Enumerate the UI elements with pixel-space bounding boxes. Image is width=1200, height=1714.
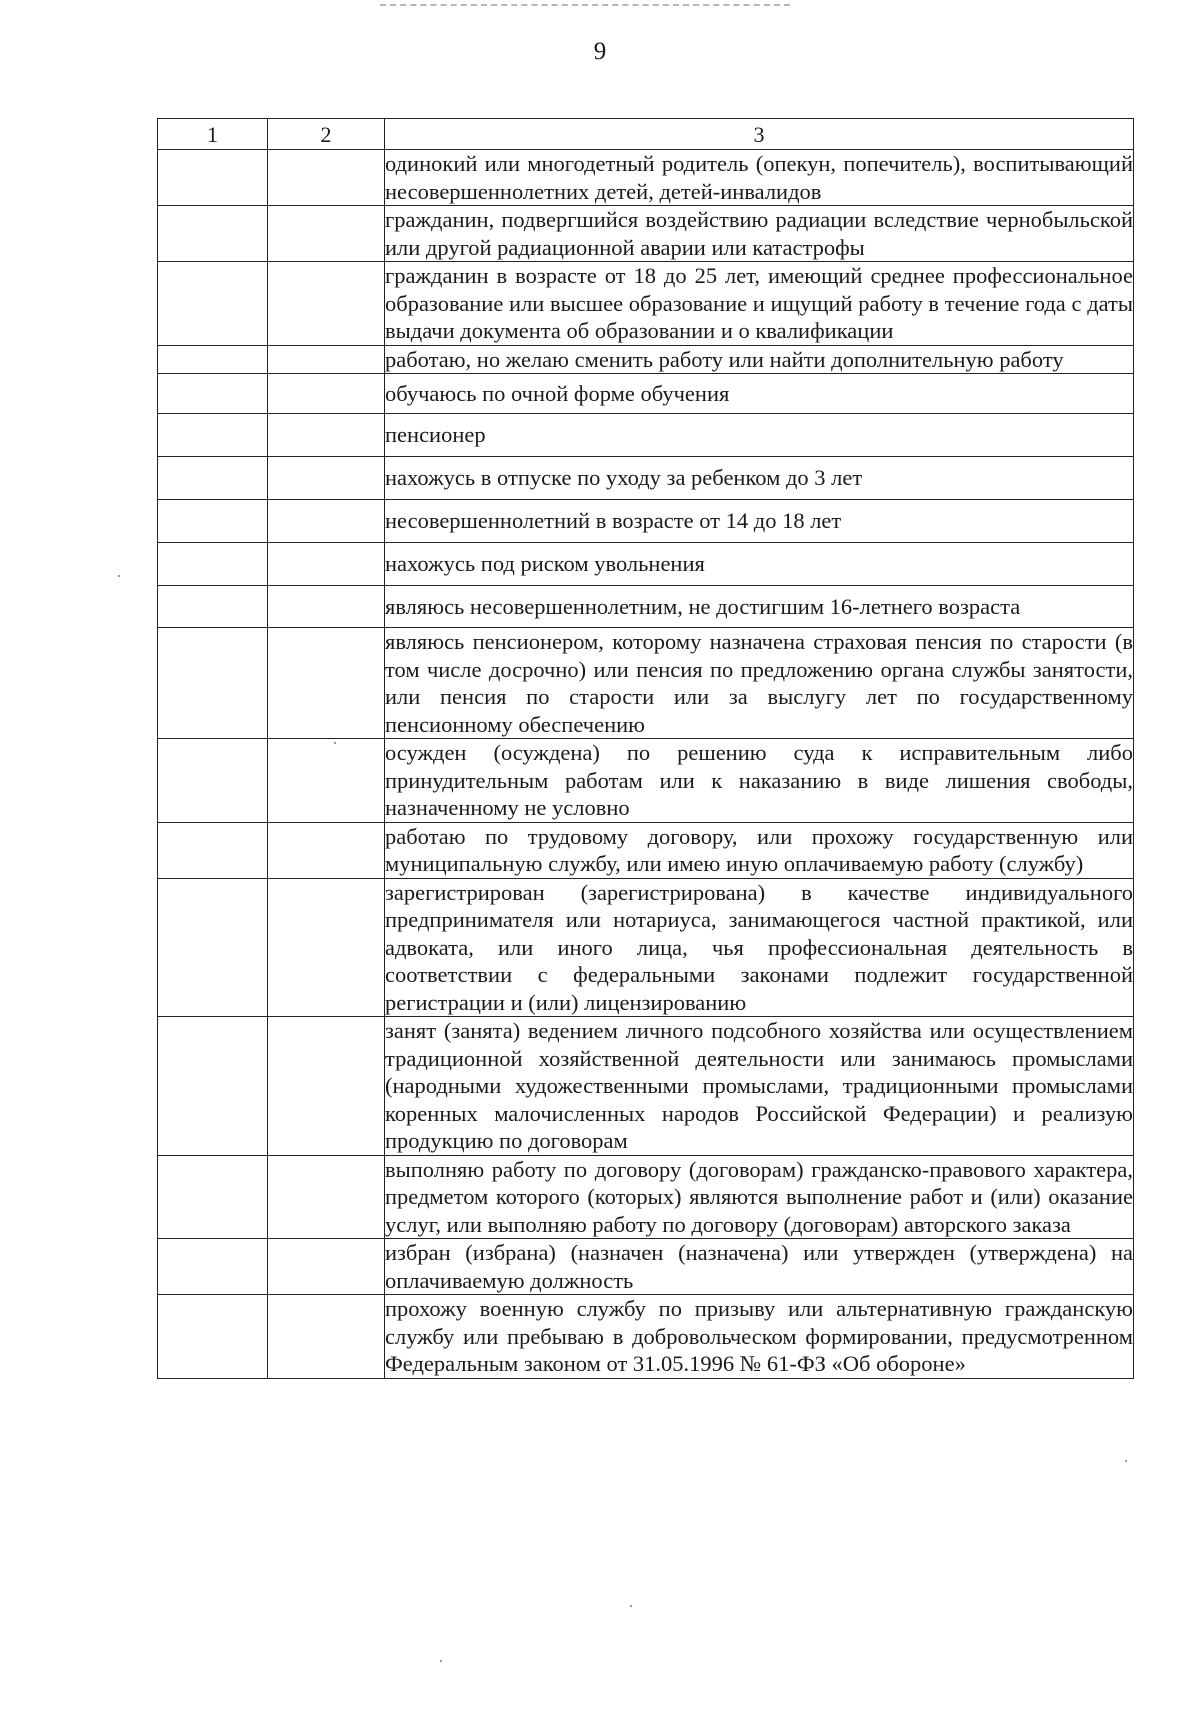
column-header-1: 1 [158,119,268,150]
row-cell-col1 [158,739,268,823]
row-cell-col2 [268,150,385,206]
row-text: прохожу военную службу по призыву или альтернативную гражданскую службу или пребываю в добровольческом формировании, предусмотренном Федеральным законом от 31.05.1996 № 61-ФЗ «Об обороне» [385,1296,1133,1376]
row-cell-col1 [158,500,268,543]
table-row [158,1239,1134,1295]
row-text: избран (избрана) (назначен (назначена) или утвержден (утверждена) на оплачиваемую должность [385,1240,1133,1293]
row-cell-col1 [158,1017,268,1156]
row-cell-col2 [268,345,385,374]
table-row [158,1017,1134,1156]
row-cell-col2 [268,1017,385,1156]
row-text: гражданин, подвергшийся воздействию радиации вследствие чернобыльской или другой радиационной аварии или катастрофы [385,207,1133,260]
column-header-2: 2 [268,119,385,150]
row-cell-col2 [268,500,385,543]
table-row [158,262,1134,346]
status-table [157,118,1134,1379]
row-text: занят (занята) ведением личного подсобного хозяйства или осуществлением традиционной хозяйственной деятельности или занимаюсь промыслами (народными художественными промыслами, традиционными промыслами коренных малочисленных народов Российской Федерации) и реализую продукцию по договорам [385,1018,1133,1153]
table-row [158,150,1134,206]
row-text: нахожусь под риском увольнения [385,543,1134,586]
row-text: работаю по трудовому договору, или прохожу государственную или муниципальную службу, или имею иную оплачиваемую работу (службу) [385,823,1133,876]
scan-artifact-top [380,4,790,9]
row-cell-col1 [158,457,268,500]
row-cell-col1 [158,543,268,586]
table-row [158,500,1134,543]
table-row [158,1155,1134,1239]
row-cell-col2 [268,739,385,823]
table-row [158,878,1134,1017]
row-cell-col1 [158,262,268,346]
row-text: одинокий или многодетный родитель (опекун, попечитель), воспитывающий несовершеннолетних детей, детей-инвалидов [385,151,1133,204]
table-row [158,206,1134,262]
page-number: 9 [593,38,607,65]
row-cell-col2 [268,374,385,414]
row-cell-col2 [268,822,385,878]
row-cell-col1 [158,628,268,739]
row-cell-col2 [268,628,385,739]
table-row [158,374,1134,414]
table-row [158,628,1134,739]
table-row [158,457,1134,500]
row-cell-col1 [158,414,268,457]
row-cell-col1 [158,374,268,414]
table-row [158,822,1134,878]
table-row [158,586,1134,628]
row-cell-col1 [158,586,268,628]
row-cell-col2 [268,206,385,262]
row-cell-col2 [268,414,385,457]
row-text: гражданин в возрасте от 18 до 25 лет, имеющий среднее профессиональное образование или высшее образование и ищущий работу в течение года с даты выдачи документа об образовании и о квалификации [385,263,1133,343]
row-cell-col1 [158,1295,268,1379]
row-cell-col1 [158,345,268,374]
column-header-3: 3 [385,119,1134,150]
row-cell-col2 [268,1155,385,1239]
scan-speck [1125,1460,1127,1462]
row-cell-col2 [268,543,385,586]
row-cell-col2 [268,1239,385,1295]
table-row [158,543,1134,586]
row-text: являюсь пенсионером, которому назначена страховая пенсия по старости (в том числе досрочно) или пенсия по предложению органа службы занятости, или пенсия по старости или за выслугу лет по государственному пенсионному обеспечению [385,629,1133,737]
row-cell-col1 [158,206,268,262]
row-text: пенсионер [385,414,1134,457]
table-row [158,739,1134,823]
row-text: являюсь несовершеннолетним, не достигшим 16-летнего возраста [385,586,1134,628]
row-text: осужден (осуждена) по решению суда к исправительным либо принудительным работам или к наказанию в виде лишения свободы, назначенному не условно [385,740,1133,820]
table-row [158,345,1134,374]
row-cell-col2 [268,878,385,1017]
table-header-row [158,119,1134,150]
row-text: обучаюсь по очной форме обучения [385,374,1134,414]
row-cell-col2 [268,586,385,628]
row-cell-col1 [158,878,268,1017]
scan-speck [440,1660,442,1662]
row-cell-col1 [158,822,268,878]
row-text: работаю, но желаю сменить работу или найти дополнительную работу [385,345,1134,374]
row-text: зарегистрирован (зарегистрирована) в качестве индивидуального предпринимателя или нотариуса, занимающегося частной практикой, или адвоката, или иного лица, чья профессиональная деятельность в соответствии с федеральными законами подлежит государственной регистрации и (или) лицензированию [385,879,1133,1015]
scan-speck [334,742,336,744]
scan-speck [118,575,120,577]
row-text: несовершеннолетний в возрасте от 14 до 18 лет [385,500,1134,543]
row-cell-col2 [268,1295,385,1379]
table-row [158,414,1134,457]
row-cell-col1 [158,1155,268,1239]
row-text: выполняю работу по договору (договорам) гражданско-правового характера, предметом которого (которых) являются выполнение работ и (или) оказание услуг, или выполняю работу по договору (договорам) авторского заказа [385,1156,1133,1237]
table-row [158,1295,1134,1379]
row-cell-col1 [158,150,268,206]
row-cell-col1 [158,1239,268,1295]
row-text: нахожусь в отпуске по уходу за ребенком до 3 лет [385,457,1134,500]
row-cell-col2 [268,457,385,500]
scan-speck [630,1605,632,1607]
row-cell-col2 [268,262,385,346]
